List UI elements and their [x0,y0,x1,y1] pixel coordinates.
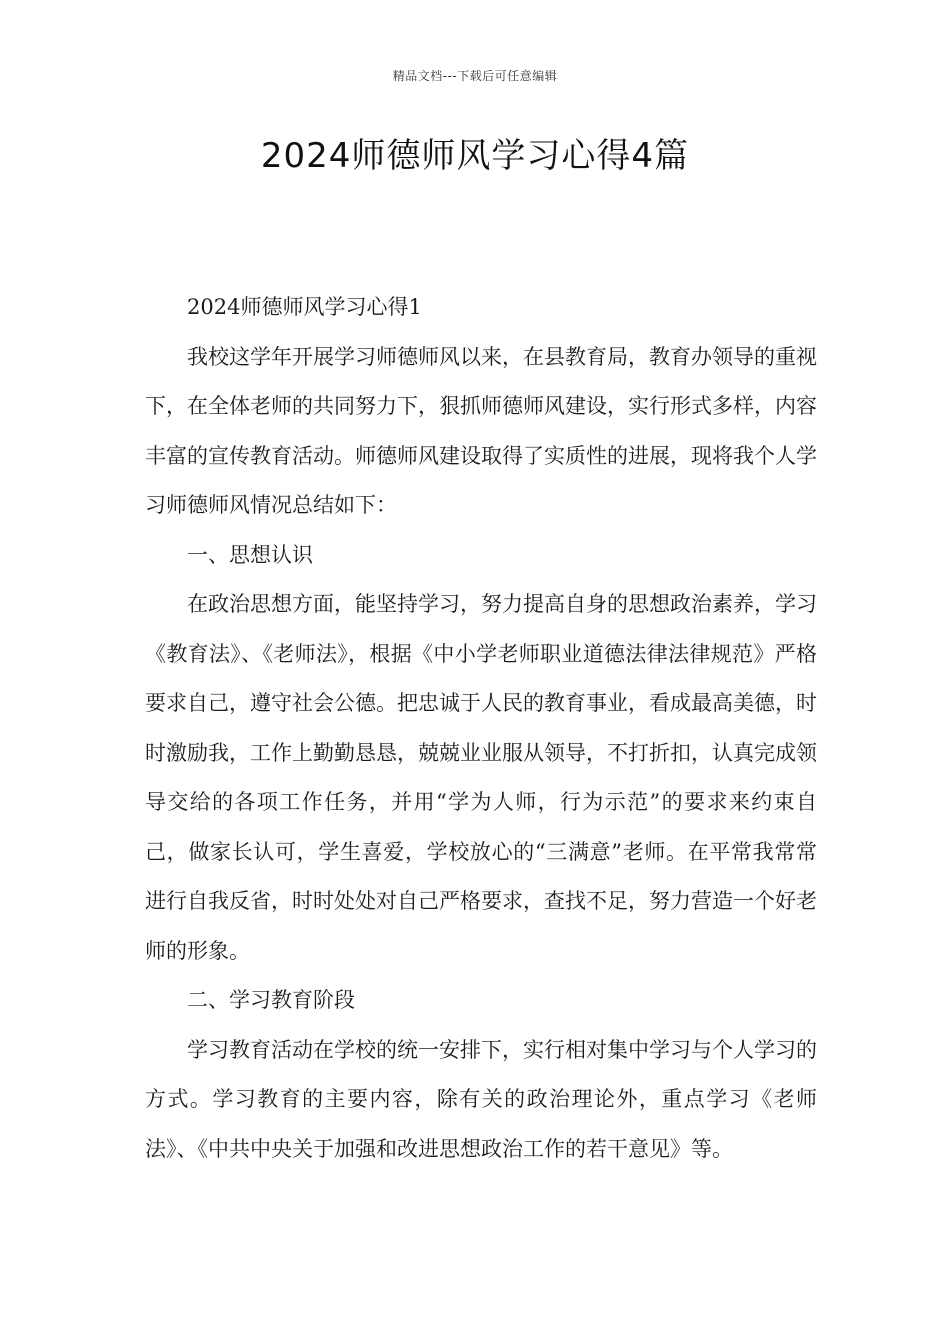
header-note: 精品文档---下载后可任意编辑 [392,69,558,83]
document-title: 2024师德师风学习心得4篇 [260,136,690,176]
paragraph-study: 学习教育活动在学校的统一安排下，实行相对集中学习与个人学习的方式。学习教育的主要内容，除有关的政治理论外，重点学习《老师法》、《中共中央关于加强和改进思想政治工作的若干意见》等。 [145,1037,817,1161]
paragraph-thought: 在政治思想方面，能坚持学习，努力提高自身的思想政治素养，学习《教育法》、《老师法》，根据《中小学老师职业道德法律法律规范》严格要求自己，遵守社会公德。把忠诚于人民的教育事业，看成最高美德，时时激励我，工作上勤勤恳恳，兢兢业业服从领导，不打折扣，认真完成领导交给的各项工作任务，并用“学为人师，行为示范”的要求来约束自己，做家长认可，学生喜爱，学校放心的“三满意”老师。在平常我常常进行自我反省，时时处处对自己严格要求，查找不足，努力营造一个好老师的形象。 [145,592,817,963]
section-heading-study: 二、学习教育阶段 [187,988,355,1012]
section-heading-1: 2024师德师风学习心得1 [187,295,422,319]
paragraph-intro: 我校这学年开展学习师德师风以来，在县教育局，教育办领导的重视下，在全体老师的共同努力下，狠抓师德师风建设，实行形式多样，内容丰富的宣传教育活动。师德师风建设取得了实质性的进展，现将我个人学习师德师风情况总结如下： [145,344,817,517]
document-body [145,283,817,1174]
section-heading-thought: 一、思想认识 [187,542,313,567]
